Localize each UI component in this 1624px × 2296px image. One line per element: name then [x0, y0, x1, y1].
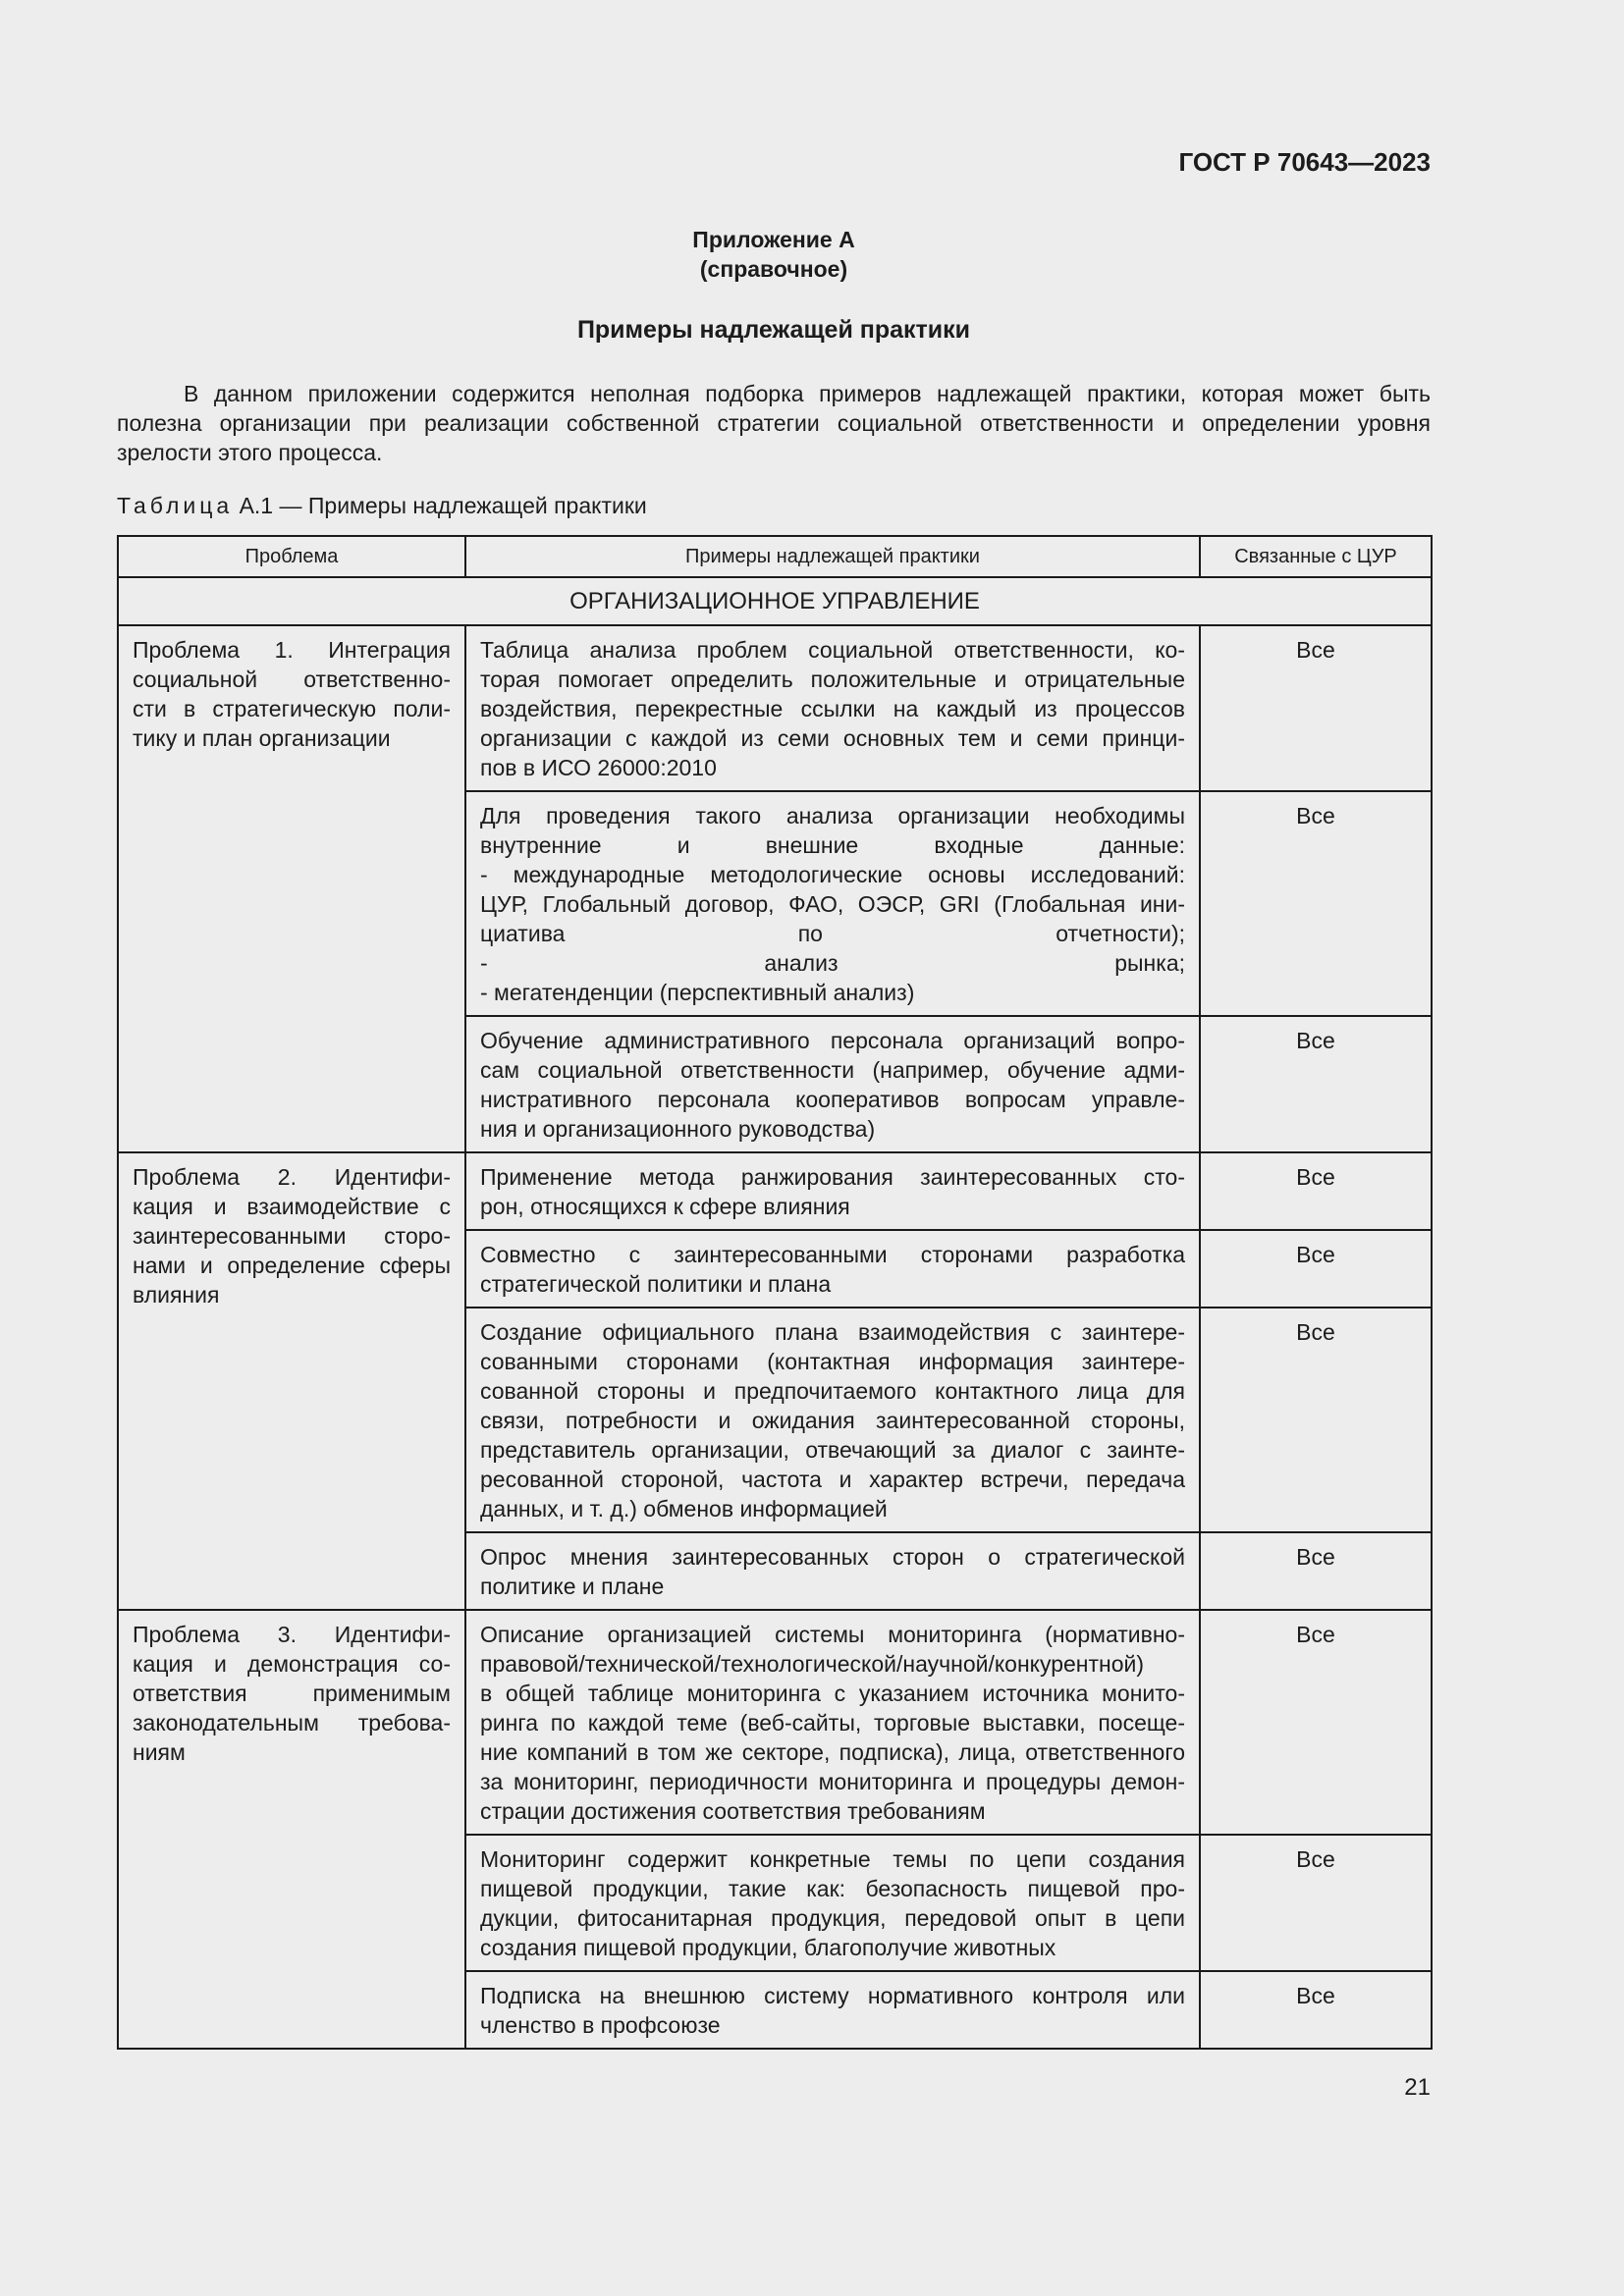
practice-line: пов в ИСО 26000:2010 — [480, 755, 717, 780]
practice-cell — [465, 1835, 1200, 1971]
intro-paragraph — [117, 379, 1431, 467]
problem-line: нами и определение сферы — [133, 1253, 451, 1278]
practice-line: сованными сторонами (контактная информация заинтере- — [480, 1349, 1185, 1374]
problem-cell — [118, 1610, 465, 2049]
intro-line: В данном приложении содержится неполная подборка примеров надлежащей практики, которая может быть — [184, 381, 1431, 406]
appendix-heading: Примеры надлежащей практики — [576, 316, 971, 344]
sdg-cell: Все — [1200, 625, 1432, 791]
practice-line: - международные методологические основы исследований: — [480, 862, 1185, 887]
practice-cell — [465, 1610, 1200, 1835]
header-sdg: Связанные с ЦУР — [1200, 536, 1432, 577]
sdg-cell: Все — [1200, 1230, 1432, 1308]
practice-line: Опрос мнения заинтересованных сторон о стратегической — [480, 1544, 1185, 1570]
practice-cell — [465, 1971, 1200, 2049]
table-row — [118, 1610, 1432, 1835]
practice-line: ние компаний в том же секторе, подписка), лица, ответственного — [480, 1739, 1185, 1765]
practice-line: связи, потребности и ожидания заинтересованной стороны, — [480, 1408, 1185, 1433]
page-number: 21 — [1404, 2074, 1431, 2101]
sdg-cell: Все — [1200, 1016, 1432, 1152]
problem-line: влияния — [133, 1282, 220, 1308]
problem-line: Проблема 2. Идентифи- — [133, 1164, 451, 1190]
practice-line: организации с каждой из семи основных тем и семи принци- — [480, 725, 1185, 751]
practice-cell — [465, 1532, 1200, 1610]
practice-line: Обучение административного персонала организаций вопро- — [480, 1028, 1185, 1053]
practice-line: циатива по отчетности); — [480, 921, 1185, 946]
appendix-title-block — [117, 225, 1431, 284]
practice-line: ресованной стороной, частота и характер встречи, передача — [480, 1467, 1185, 1492]
practice-line: за мониторинг, периодичности мониторинга и процедуры демон- — [480, 1769, 1185, 1794]
table-row — [118, 625, 1432, 791]
practice-line: Для проведения такого анализа организации необходимы — [480, 803, 1185, 828]
table-header-row — [118, 536, 1432, 577]
practice-line: ЦУР, Глобальный договор, ФАО, ОЭСР, GRI (Глобальная ини- — [480, 891, 1185, 917]
problem-line: тику и план организации — [133, 725, 391, 751]
table-wrapper — [117, 535, 1431, 2050]
practice-line: представитель организации, отвечающий за диалог с заинте- — [480, 1437, 1185, 1463]
practice-line: дукции, фитосанитарная продукция, передовой опыт в цепи — [480, 1905, 1185, 1931]
practice-cell — [465, 1308, 1200, 1532]
sdg-cell: Все — [1200, 1532, 1432, 1610]
section-title: ОРГАНИЗАЦИОННОЕ УПРАВЛЕНИЕ — [118, 577, 1432, 625]
practice-cell — [465, 1152, 1200, 1230]
practice-line: создания пищевой продукции, благополучие животных — [480, 1935, 1056, 1960]
practice-line: рон, относящихся к сфере влияния — [480, 1194, 850, 1219]
sdg-cell: Все — [1200, 1152, 1432, 1230]
table-caption — [117, 493, 647, 519]
practice-line: страции достижения соответствия требованиям — [480, 1798, 986, 1824]
document-code: ГОСТ Р 70643—2023 — [1178, 147, 1431, 177]
sdg-cell: Все — [1200, 1610, 1432, 1835]
practice-line: - анализ рынка; — [480, 950, 1185, 976]
problem-line: законодательным требова- — [133, 1710, 451, 1735]
practice-line: воздействия, перекрестные ссылки на каждый из процессов — [480, 696, 1185, 721]
problem-line: заинтересованными сторо- — [133, 1223, 451, 1249]
practice-line: правовой/технической/технологической/научной/конкурентной) — [480, 1651, 1145, 1677]
problem-line: сти в стратегическую поли- — [133, 696, 451, 721]
practice-line: Создание официального плана взаимодействия с заинтере- — [480, 1319, 1185, 1345]
sdg-cell: Все — [1200, 1308, 1432, 1532]
sdg-cell: Все — [1200, 791, 1432, 1016]
section-row — [118, 577, 1432, 625]
practice-line: торая помогает определить положительные и отрицательные — [480, 667, 1185, 692]
practice-line: ния и организационного руководства) — [480, 1116, 876, 1142]
practice-line: - мегатенденции (перспективный анализ) — [480, 980, 915, 1005]
practice-line: стратегической политики и плана — [480, 1271, 832, 1297]
practice-line: политике и плане — [480, 1574, 665, 1599]
table-caption-text: А.1 — Примеры надлежащей практики — [239, 493, 647, 518]
practice-line: Подписка на внешнюю систему нормативного контроля или — [480, 1983, 1185, 2008]
problem-line: ниям — [133, 1739, 186, 1765]
table-caption-label: Таблица — [117, 493, 234, 518]
problem-line: кация и демонстрация со- — [133, 1651, 451, 1677]
appendix-title: Приложение А — [692, 227, 855, 252]
practice-line: сам социальной ответственности (например, обучение адми- — [480, 1057, 1185, 1083]
practice-cell — [465, 791, 1200, 1016]
practice-line: пищевой продукции, такие как: безопасность пищевой про- — [480, 1876, 1185, 1901]
problem-line: Проблема 1. Интеграция — [133, 637, 451, 663]
problem-cell — [118, 1152, 465, 1610]
practice-cell — [465, 625, 1200, 791]
practice-cell — [465, 1016, 1200, 1152]
practice-line: членство в профсоюзе — [480, 2012, 721, 2038]
header-practices: Примеры надлежащей практики — [465, 536, 1200, 577]
practice-line: сованной стороны и предпочитаемого контактного лица для — [480, 1378, 1185, 1404]
sdg-cell: Все — [1200, 1835, 1432, 1971]
table-body — [118, 577, 1432, 2049]
problem-line: ответствия применимым — [133, 1681, 451, 1706]
practice-line: Таблица анализа проблем социальной ответственности, ко- — [480, 637, 1185, 663]
practice-line: нистративного персонала кооперативов вопросам управле- — [480, 1087, 1185, 1112]
problem-line: кация и взаимодействие с — [133, 1194, 451, 1219]
practice-line: Применение метода ранжирования заинтересованных сто- — [480, 1164, 1185, 1190]
practice-line: ринга по каждой теме (веб-сайты, торговые выставки, посеще- — [480, 1710, 1185, 1735]
problem-line: Проблема 3. Идентифи- — [133, 1622, 451, 1647]
sdg-cell: Все — [1200, 1971, 1432, 2049]
problem-line: социальной ответственно- — [133, 667, 451, 692]
practice-line: Описание организацией системы мониторинга (нормативно- — [480, 1622, 1185, 1647]
practice-line: данных, и т. д.) обменов информацией — [480, 1496, 888, 1522]
practice-cell — [465, 1230, 1200, 1308]
table-row — [118, 1152, 1432, 1230]
practice-line: Мониторинг содержит конкретные темы по цепи создания — [480, 1846, 1185, 1872]
problem-cell — [118, 625, 465, 1152]
practice-line: Совместно с заинтересованными сторонами разработка — [480, 1242, 1185, 1267]
practices-table — [117, 535, 1433, 2050]
practice-line: в общей таблице мониторинга с указанием источника монито- — [480, 1681, 1185, 1706]
practice-line: внутренние и внешние входные данные: — [480, 832, 1185, 858]
intro-line: зрелости этого процесса. — [117, 440, 383, 465]
appendix-status: (справочное) — [699, 256, 848, 282]
intro-line: полезна организации при реализации собственной стратегии социальной ответственности и определении уровня — [117, 410, 1431, 436]
header-problem: Проблема — [118, 536, 465, 577]
